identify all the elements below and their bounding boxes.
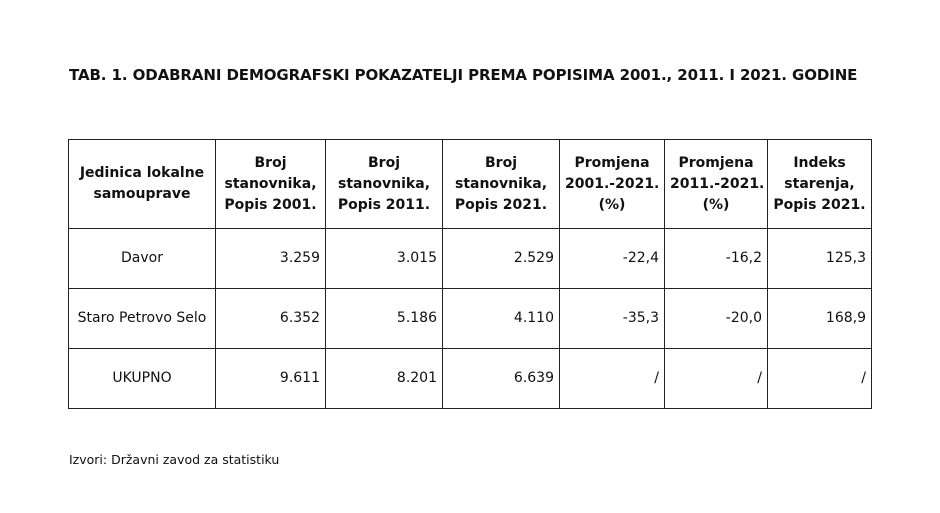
table-row — [69, 229, 872, 289]
demographic-indicators-table — [68, 139, 872, 409]
cell-unit: Davor — [69, 229, 216, 289]
source-note: Izvori: Državni zavod za statistiku — [69, 452, 280, 467]
column-header-unit: Jedinica lokalne samouprave — [69, 140, 216, 229]
table-row — [69, 289, 872, 349]
column-header-population-2001: Broj stanovnika, Popis 2001. — [216, 140, 326, 229]
cell-population-2011: 5.186 — [326, 289, 443, 349]
cell-change-2011-2021: -16,2 — [665, 229, 768, 289]
table-title: TAB. 1. ODABRANI DEMOGRAFSKI POKAZATELJI PREMA POPISIMA 2001., 2011. I 2021. GODINE — [69, 66, 858, 84]
cell-population-2001: 6.352 — [216, 289, 326, 349]
cell-population-2021: 6.639 — [443, 349, 560, 409]
column-header-population-2021: Broj stanovnika, Popis 2021. — [443, 140, 560, 229]
header-row — [69, 140, 872, 229]
table-row-total — [69, 349, 872, 409]
cell-change-2001-2021: -22,4 — [560, 229, 665, 289]
cell-unit: Staro Petrovo Selo — [69, 289, 216, 349]
cell-population-2011: 3.015 — [326, 229, 443, 289]
cell-change-2001-2021: / — [560, 349, 665, 409]
column-header-aging-index: Indeks starenja, Popis 2021. — [768, 140, 872, 229]
column-header-change-2011-2021: Promjena 2011.-2021. (%) — [665, 140, 768, 229]
cell-change-2001-2021: -35,3 — [560, 289, 665, 349]
cell-population-2011: 8.201 — [326, 349, 443, 409]
cell-aging-index: / — [768, 349, 872, 409]
cell-population-2021: 2.529 — [443, 229, 560, 289]
cell-population-2001: 3.259 — [216, 229, 326, 289]
cell-aging-index: 168,9 — [768, 289, 872, 349]
column-header-change-2001-2021: Promjena 2001.-2021. (%) — [560, 140, 665, 229]
cell-unit: UKUPNO — [69, 349, 216, 409]
cell-change-2011-2021: -20,0 — [665, 289, 768, 349]
cell-aging-index: 125,3 — [768, 229, 872, 289]
column-header-population-2011: Broj stanovnika, Popis 2011. — [326, 140, 443, 229]
cell-population-2021: 4.110 — [443, 289, 560, 349]
cell-change-2011-2021: / — [665, 349, 768, 409]
cell-population-2001: 9.611 — [216, 349, 326, 409]
